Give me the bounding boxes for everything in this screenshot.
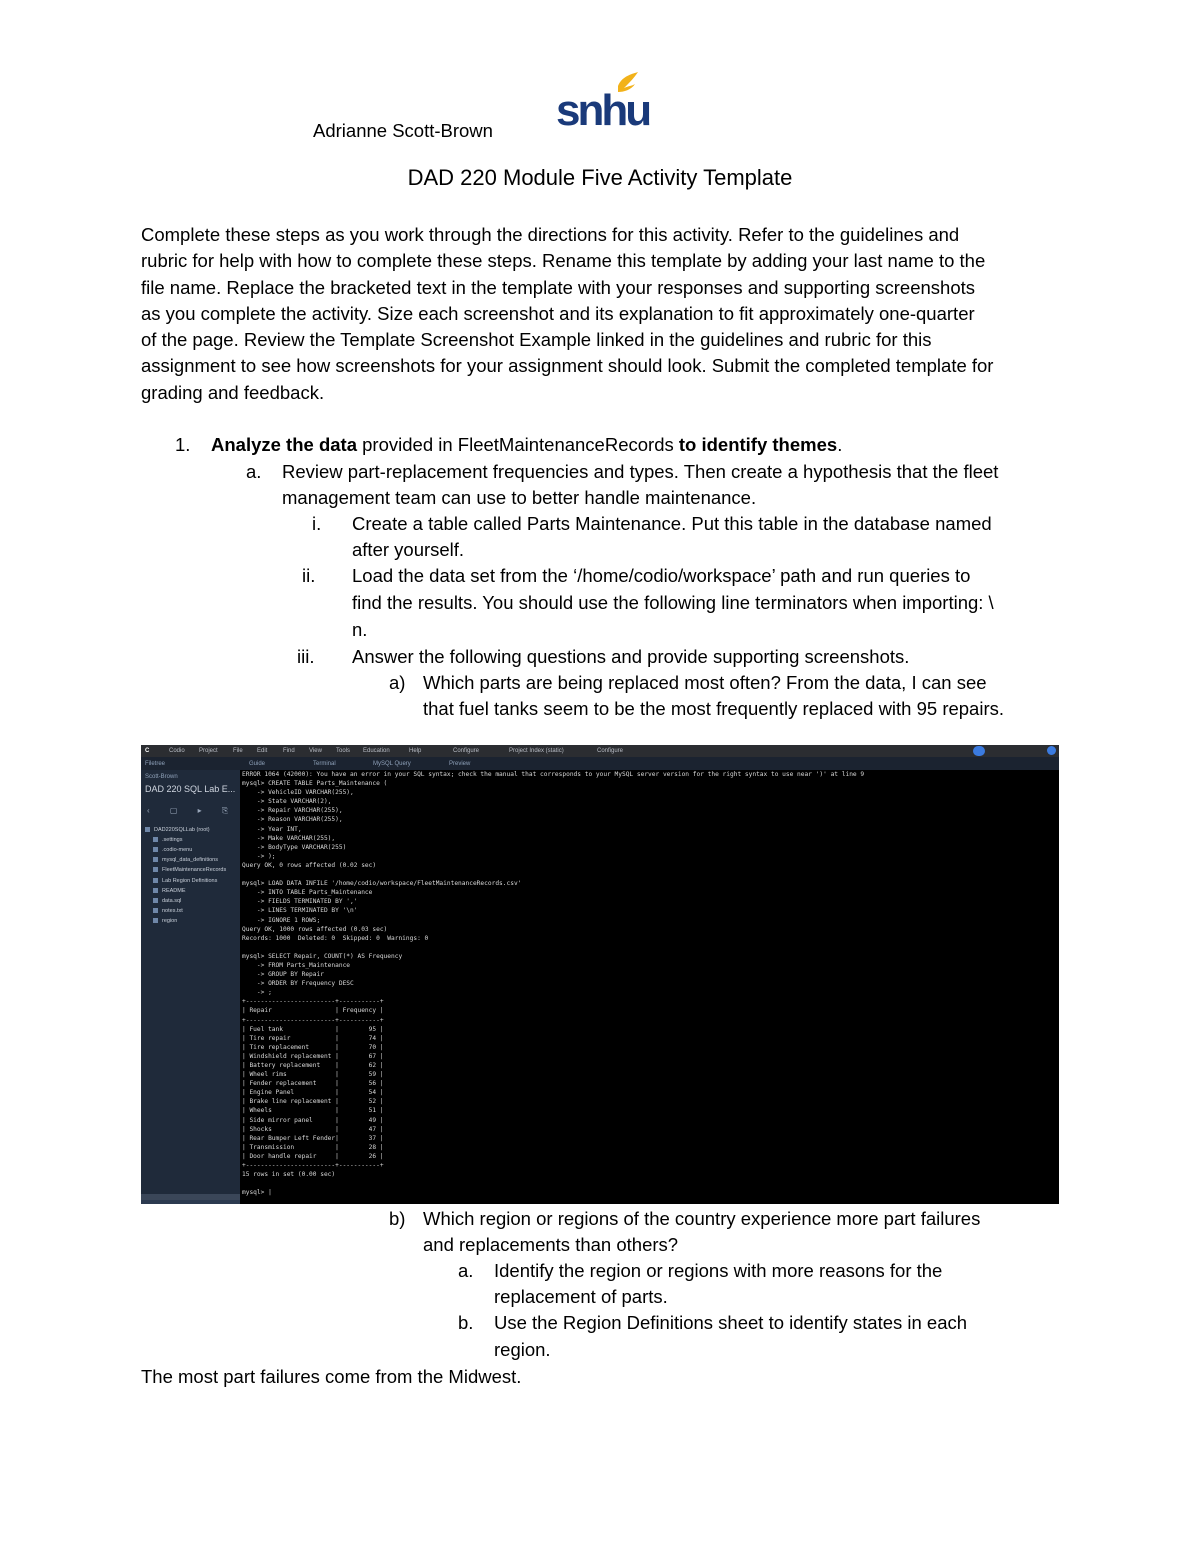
- terminal-line: 15 rows in set (0.00 sec): [242, 1171, 336, 1179]
- file-tree-item[interactable]: [153, 846, 192, 855]
- terminal-line: -> GROUP BY Repair: [242, 971, 324, 979]
- intro-line: of the page. Review the Template Screenshot Example linked in the guidelines and rubric for this: [141, 329, 932, 351]
- step-ii-line1: Load the data set from the ‘/home/codio/workspace’ path and run queries to: [352, 565, 971, 586]
- tab-terminal[interactable]: Terminal: [313, 761, 336, 767]
- tab-mysql-query[interactable]: MySQL Query: [373, 761, 411, 767]
- terminal-line: -> VehicleID VARCHAR(255),: [242, 789, 354, 797]
- file-tree-item[interactable]: [153, 856, 218, 865]
- terminal-line: | Rear Bumper Left Fender| 37 |: [242, 1134, 384, 1142]
- step-ii-line2: find the results. You should use the following line terminators when importing: \: [352, 592, 994, 613]
- sidebar-toolbar-icons[interactable]: ‹ ▢ ▸ ⎘: [147, 806, 238, 815]
- terminal-line: Query OK, 1000 rows affected (0.03 sec): [242, 925, 388, 933]
- terminal-line: mysql> LOAD DATA INFILE '/home/codio/workspace/FleetMaintenanceRecords.csv': [242, 880, 522, 888]
- menu-item[interactable]: View: [309, 748, 322, 754]
- menu-item[interactable]: Project Index (static): [509, 748, 564, 754]
- menu-item[interactable]: Tools: [336, 748, 351, 754]
- terminal-line: | Wheel rims | 59 |: [242, 1071, 384, 1079]
- file-icon: [153, 878, 158, 883]
- codio-screenshot: [141, 745, 1059, 1204]
- terminal-line: mysql> |: [242, 1189, 272, 1197]
- terminal-line: | Brake line replacement | 52 |: [242, 1098, 384, 1106]
- file-tree-item[interactable]: [153, 897, 181, 906]
- file-tree-label: data.sql: [162, 898, 182, 904]
- terminal-line: | Side mirror panel | 49 |: [242, 1116, 384, 1124]
- terminal-line: -> ORDER BY Frequency DESC: [242, 980, 354, 988]
- file-sidebar: [141, 770, 240, 1204]
- step-1-end: .: [837, 434, 843, 455]
- file-tree-item[interactable]: [153, 836, 182, 845]
- step-a-line1: Review part-replacement frequencies and types. Then create a hypothesis that the fleet: [282, 461, 999, 482]
- file-tree-item[interactable]: [145, 826, 210, 835]
- terminal-line: | Windshield replacement | 67 |: [242, 1052, 384, 1060]
- question-b-b-marker: b.: [458, 1312, 474, 1333]
- terminal-line: [242, 870, 1059, 879]
- terminal-line: -> INTO TABLE Parts_Maintenance: [242, 889, 373, 897]
- document-title: DAD 220 Module Five Activity Template: [407, 165, 793, 190]
- terminal-line: -> LINES TERMINATED BY '\n': [242, 907, 358, 915]
- menu-item[interactable]: Education: [363, 748, 390, 754]
- terminal-line: +------------------------+-----------+: [242, 1016, 384, 1024]
- terminal-line: -> );: [242, 852, 276, 860]
- terminal-line: mysql> CREATE TABLE Parts_Maintenance (: [242, 780, 388, 788]
- menu-item[interactable]: Codio: [169, 748, 185, 754]
- question-b-a-line2: replacement of parts.: [494, 1286, 668, 1307]
- terminal-line: [242, 1179, 1059, 1188]
- intro-line: grading and feedback.: [141, 381, 325, 403]
- terminal-line: mysql> SELECT Repair, COUNT(*) AS Frequency: [242, 952, 403, 960]
- terminal-line: -> State VARCHAR(2),: [242, 798, 332, 806]
- terminal-line: Query OK, 0 rows affected (0.02 sec): [242, 861, 377, 869]
- intro-line: Complete these steps as you work through the directions for this activity. Refer to the guidelines and: [141, 224, 960, 245]
- file-icon: [153, 847, 158, 852]
- question-b-line2: and replacements than others?: [423, 1234, 679, 1255]
- terminal-line: | Wheels | 51 |: [242, 1107, 384, 1115]
- menu-item[interactable]: Find: [283, 748, 295, 754]
- step-a-line2: management team can use to better handle maintenance.: [282, 487, 757, 508]
- ide-tabbar: [141, 757, 1059, 770]
- step-iii-marker: iii.: [297, 646, 315, 667]
- file-icon: [153, 857, 158, 862]
- file-tree-label: mysql_data_definitions: [162, 857, 218, 863]
- question-b-a-line1: Identify the region or regions with more reasons for the: [494, 1260, 943, 1281]
- terminal-line: -> Reason VARCHAR(255),: [242, 816, 343, 824]
- menu-item[interactable]: Help: [409, 748, 422, 754]
- step-ii-marker: ii.: [302, 565, 316, 586]
- step-1-middle: provided in FleetMaintenanceRecords: [357, 434, 679, 455]
- terminal-line: -> Year INT,: [242, 825, 302, 833]
- terminal-line: +------------------------+-----------+: [242, 1162, 384, 1170]
- question-b-b-line2: region.: [494, 1339, 551, 1360]
- terminal-line: -> FROM Parts_Maintenance: [242, 961, 351, 969]
- terminal-line: ERROR 1064 (42000): You have an error in your SQL syntax; check the manual that corresponds to your MySQL server version for the right syntax to use near ')' at line 9: [242, 771, 865, 778]
- step-1-bold-b: to identify themes: [678, 434, 838, 455]
- file-tree-label: Lab Region Definitions: [162, 878, 218, 884]
- file-tree-label: .codio-menu: [162, 847, 193, 853]
- file-tree-label: notes.txt: [162, 908, 183, 914]
- question-b-marker: b): [389, 1208, 406, 1229]
- file-icon: [153, 837, 158, 842]
- menu-item[interactable]: Configure: [597, 748, 624, 754]
- menu-item[interactable]: Project: [199, 748, 218, 754]
- question-a-line1: Which parts are being replaced most often? From the data, I can see: [423, 672, 987, 693]
- terminal-line: -> IGNORE 1 ROWS;: [242, 916, 321, 924]
- step-1-text: [211, 432, 842, 458]
- terminal-line: | Fuel tank | 95 |: [242, 1025, 384, 1033]
- file-tree-label: .settings: [162, 837, 183, 843]
- logo-wordmark: snhu: [556, 86, 650, 135]
- question-a-marker: a): [389, 672, 406, 693]
- step-1-number: 1.: [175, 434, 191, 455]
- terminal-line: [242, 943, 1059, 952]
- codio-logo-icon: C: [145, 748, 150, 754]
- terminal-line: -> Repair VARCHAR(255),: [242, 807, 343, 815]
- question-b-a-marker: a.: [458, 1260, 474, 1281]
- answer-text: The most part failures come from the Midwest.: [141, 1366, 522, 1387]
- step-a-marker: a.: [246, 461, 262, 482]
- menu-item[interactable]: File: [233, 748, 243, 754]
- terminal-line: | Tire replacement | 70 |: [242, 1043, 384, 1051]
- question-b-b-line1: Use the Region Definitions sheet to identify states in each: [494, 1312, 968, 1333]
- terminal-line: | Engine Panel | 54 |: [242, 1089, 384, 1097]
- terminal-line: | Battery replacement | 62 |: [242, 1062, 384, 1069]
- file-tree-item[interactable]: [153, 917, 177, 926]
- file-tree-item[interactable]: [153, 877, 217, 886]
- step-1-bold-a: Analyze the data: [211, 434, 357, 455]
- terminal-line: -> FIELDS TERMINATED BY ',': [242, 898, 358, 906]
- file-icon: [153, 888, 158, 893]
- intro-line: as you complete the activity. Size each screenshot and its explanation to fit approximately one-quarter: [141, 302, 975, 324]
- file-tree-label: DAD220SQLLab (root): [154, 827, 210, 833]
- intro-paragraph: [141, 222, 1071, 406]
- sidebar-footer: [141, 1200, 240, 1204]
- step-i-line2: after yourself.: [352, 539, 465, 560]
- step-i-line1: Create a table called Parts Maintenance. Put this table in the database named: [352, 513, 992, 534]
- terminal-line: | Fender replacement | 56 |: [242, 1080, 384, 1088]
- tab-filetree[interactable]: Filetree: [145, 761, 166, 767]
- terminal-line: | Transmission | 28 |: [242, 1143, 384, 1151]
- file-tree-item[interactable]: [153, 887, 186, 896]
- terminal-line: Records: 1000 Deleted: 0 Skipped: 0 Warnings: 0: [242, 934, 429, 942]
- terminal-line: -> BodyType VARCHAR(255): [242, 843, 347, 851]
- terminal-line: +------------------------+-----------+: [242, 998, 384, 1006]
- step-iii-line1: Answer the following questions and provide supporting screenshots.: [352, 646, 910, 667]
- question-a-line2: that fuel tanks seem to be the most frequently replaced with 95 repairs.: [423, 698, 1005, 719]
- tab-preview[interactable]: Preview: [449, 761, 471, 767]
- terminal-line: | Tire repair | 74 |: [242, 1034, 384, 1042]
- file-tree-label: region: [162, 918, 178, 924]
- file-icon: [153, 908, 158, 913]
- file-tree-label: README: [162, 888, 186, 894]
- folder-icon: [145, 827, 150, 832]
- menu-item[interactable]: Configure: [453, 748, 480, 754]
- author-name: Adrianne Scott-Brown: [313, 120, 493, 141]
- terminal-line: | Shocks | 47 |: [242, 1125, 384, 1133]
- step-i-marker: i.: [312, 513, 322, 534]
- sidebar-owner: Scott-Brown: [145, 774, 178, 780]
- terminal-line: -> ;: [242, 989, 272, 997]
- terminal-output[interactable]: [242, 770, 1059, 1204]
- question-b-line1: Which region or regions of the country experience more part failures: [423, 1208, 981, 1229]
- terminal-line: | Door handle repair | 26 |: [242, 1152, 384, 1160]
- file-icon: [153, 898, 158, 903]
- help-icon[interactable]: [1047, 746, 1056, 755]
- sidebar-project-title: DAD 220 SQL Lab E...: [145, 784, 236, 794]
- intro-line: assignment to see how screenshots for your assignment should look. Submit the completed template for: [141, 355, 994, 377]
- intro-line: rubric for help with how to complete these steps. Rename this template by adding your last name to the: [141, 250, 986, 272]
- terminal-line: -> Make VARCHAR(255),: [242, 834, 336, 842]
- user-avatar[interactable]: [973, 746, 985, 756]
- file-tree-item[interactable]: [153, 907, 183, 916]
- tab-guide[interactable]: Guide: [249, 761, 266, 767]
- snhu-logo: [556, 72, 650, 135]
- file-icon: [153, 918, 158, 923]
- step-ii-line3: n.: [352, 619, 368, 640]
- file-tree-label: FleetMaintenanceRecords: [162, 867, 227, 873]
- file-icon: [153, 867, 158, 872]
- menu-item[interactable]: Edit: [257, 748, 268, 754]
- ide-menubar: [141, 745, 1059, 757]
- terminal-line: | Repair | Frequency |: [242, 1007, 384, 1015]
- intro-line: file name. Replace the bracketed text in the template with your responses and supporting screenshots: [141, 276, 975, 298]
- file-tree-item[interactable]: [153, 866, 226, 875]
